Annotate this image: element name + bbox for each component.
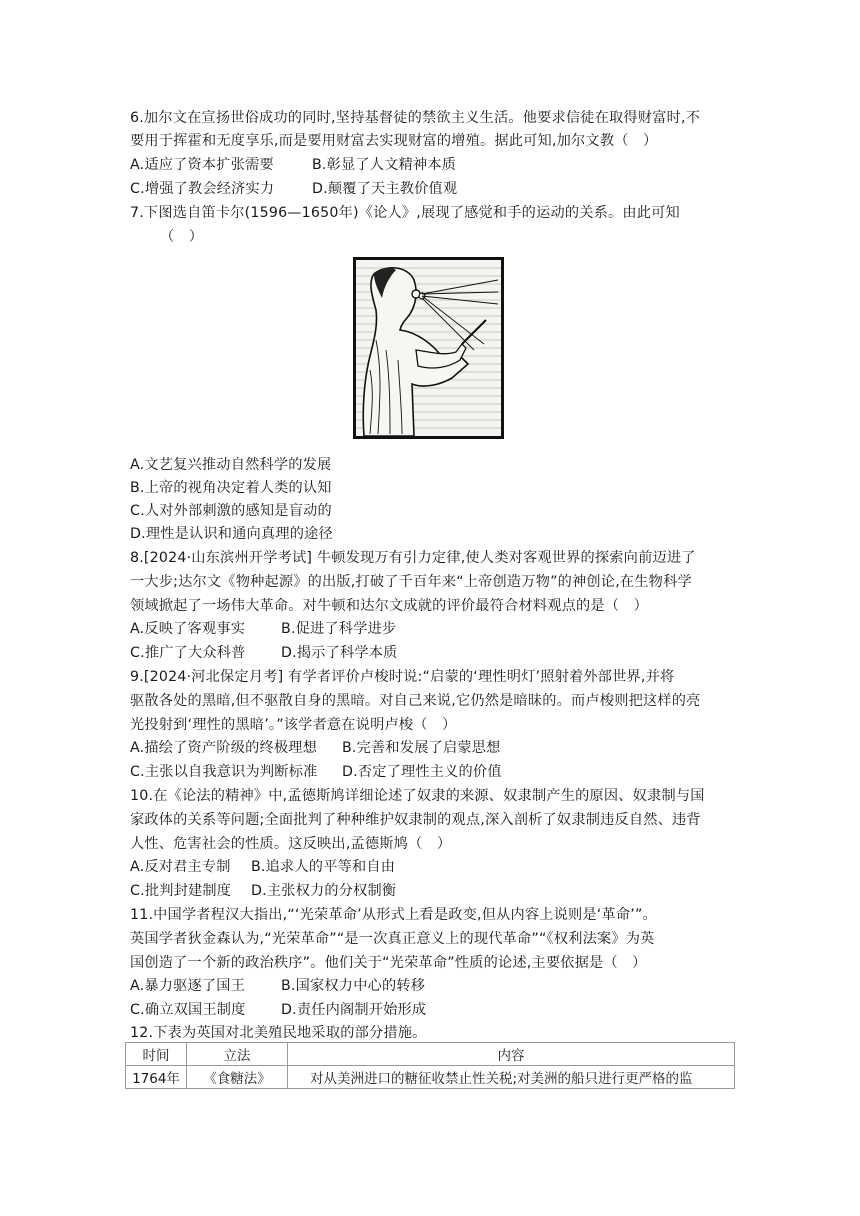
q11-options-row1: [130, 974, 425, 998]
q9-option-d[interactable]: D.否定了理性主义的价值: [342, 764, 502, 780]
q8-stem-line3: 领域掀起了一场伟大革命。对牛顿和达尔文成就的评价最符合材料观点的是（ ）: [130, 598, 648, 614]
table-cell-time: 1764年: [126, 1066, 187, 1089]
table-cell-law: 《食糖法》: [187, 1066, 288, 1089]
descartes-engraving-image: [353, 257, 504, 439]
q7-stem-line1: 7.下图选自笛卡尔(1596—1650年)《论人》,展现了感觉和手的运动的关系。由此可知: [130, 205, 680, 221]
q8-options-row1: [130, 617, 396, 641]
q7-option-b[interactable]: B.上帝的视角决定着人类的认知: [130, 480, 332, 496]
q8-stem-line1: 8.[2024·山东滨州开学考试] 牛顿发现万有引力定律,使人类对客观世界的探索向前迈进了: [130, 550, 696, 566]
q11-option-b[interactable]: B.国家权力中心的转移: [281, 978, 426, 994]
q8-option-a[interactable]: A.反映了客观事实: [130, 621, 246, 637]
q10-option-a[interactable]: A.反对君主专制: [130, 859, 231, 875]
q11-option-d[interactable]: D.责任内阁制开始形成: [281, 1002, 427, 1018]
measures-table: [125, 1042, 735, 1089]
q9-option-b[interactable]: B.完善和发展了启蒙思想: [342, 740, 501, 756]
q8-option-d[interactable]: D.揭示了科学本质: [281, 645, 398, 661]
q7-option-d[interactable]: D.理性是认识和通向真理的途径: [130, 526, 333, 542]
q12-stem-line1: 12.下表为英国对北美殖民地采取的部分措施。: [130, 1025, 427, 1041]
q10-option-c[interactable]: C.批判封建制度: [130, 883, 232, 899]
q11-option-a[interactable]: A.暴力驱逐了国王: [130, 978, 246, 994]
q10-option-d[interactable]: D.主张权力的分权制衡: [251, 883, 397, 899]
q9-stem-line2: 驱散各处的黑暗,但不驱散自身的黑暗。对自己来说,它仍然是暗昧的。而卢梭则把这样的亮: [130, 693, 701, 709]
q11-stem-line1: 11.中国学者程汉大指出,“‘光荣革命’从形式上看是政变,但从内容上说则是‘革命’”。: [130, 907, 657, 923]
q9-options-row2: [130, 760, 502, 784]
q6-option-d[interactable]: D.颠覆了天主教价值观: [312, 181, 458, 197]
q11-stem-line2: 英国学者狄金森认为,“光荣革命”“是一次真正意义上的现代革命”“《权利法案》为英: [130, 931, 655, 947]
table-header-row: [126, 1043, 735, 1066]
q9-stem-line3: 光投射到‘理性的黑暗’。”该学者意在说明卢梭（ ）: [130, 717, 457, 733]
q7-option-c[interactable]: C.人对外部刺激的感知是盲动的: [130, 503, 332, 519]
q8-option-b[interactable]: B.促进了科学进步: [281, 621, 397, 637]
q10-stem-line1: 10.在《论法的精神》中,孟德斯鸠详细论述了奴隶的来源、奴隶制产生的原因、奴隶制与国: [130, 788, 705, 804]
q10-stem-line2: 家政体的关系等问题;全面批判了种种维护奴隶制的观点,深入剖析了奴隶制违反自然、违背: [130, 812, 701, 828]
table-header-time: 时间: [126, 1043, 187, 1066]
table-header-content: 内容: [288, 1043, 735, 1066]
q6-option-c[interactable]: C.增强了教会经济实力: [130, 181, 275, 197]
q8-options-row2: [130, 641, 398, 665]
q8-stem-line2: 一大步;达尔文《物种起源》的出版,打破了千百年来“上帝创造万物”的神创论,在生物科学: [130, 574, 692, 590]
q6-options-row2: [130, 177, 457, 201]
q11-option-c[interactable]: C.确立双国王制度: [130, 1002, 246, 1018]
table-cell-content: 对从美洲进口的糖征收禁止性关税;对美洲的船只进行更严格的监: [288, 1066, 735, 1089]
q7-stem-line2: （ ）: [160, 229, 204, 245]
q6-option-b[interactable]: B.彰显了人文精神本质: [312, 157, 457, 173]
q7-option-a[interactable]: A.文艺复兴推动自然科学的发展: [130, 457, 332, 473]
q6-stem-line2: 要用于挥霍和无度享乐,而是要用财富去实现财富的增殖。据此可知,加尔文教（ ）: [130, 133, 658, 149]
q6-option-a[interactable]: A.适应了资本扩张需要: [130, 157, 274, 173]
q9-options-row1: [130, 736, 501, 760]
table-row: [126, 1066, 735, 1089]
q10-option-b[interactable]: B.追求人的平等和自由: [251, 859, 396, 875]
q10-options-row1: [130, 855, 395, 879]
q9-option-a[interactable]: A.描绘了资产阶级的终极理想: [130, 740, 318, 756]
q11-options-row2: [130, 998, 426, 1022]
q9-option-c[interactable]: C.主张以自我意识为判断标准: [130, 764, 318, 780]
engraving-illustration: [356, 260, 501, 436]
q6-options-row1: [130, 153, 456, 177]
q6-stem-line1: 6.加尔文在宣扬世俗成功的同时,坚持基督徒的禁欲主义生活。他要求信徒在取得财富时,不: [130, 110, 701, 126]
q10-stem-line3: 人性、危害社会的性质。这反映出,孟德斯鸠（ ）: [130, 836, 452, 852]
q11-stem-line3: 国创造了一个新的政治秩序”。他们关于“光荣革命”性质的论述,主要依据是（ ）: [130, 955, 647, 971]
q10-options-row2: [130, 879, 396, 903]
q8-option-c[interactable]: C.推广了大众科普: [130, 645, 246, 661]
q9-stem-line1: 9.[2024·河北保定月考] 有学者评价卢梭时说:“启蒙的‘理性明灯’照射着外部世界,并将: [130, 669, 675, 685]
table-header-law: 立法: [187, 1043, 288, 1066]
